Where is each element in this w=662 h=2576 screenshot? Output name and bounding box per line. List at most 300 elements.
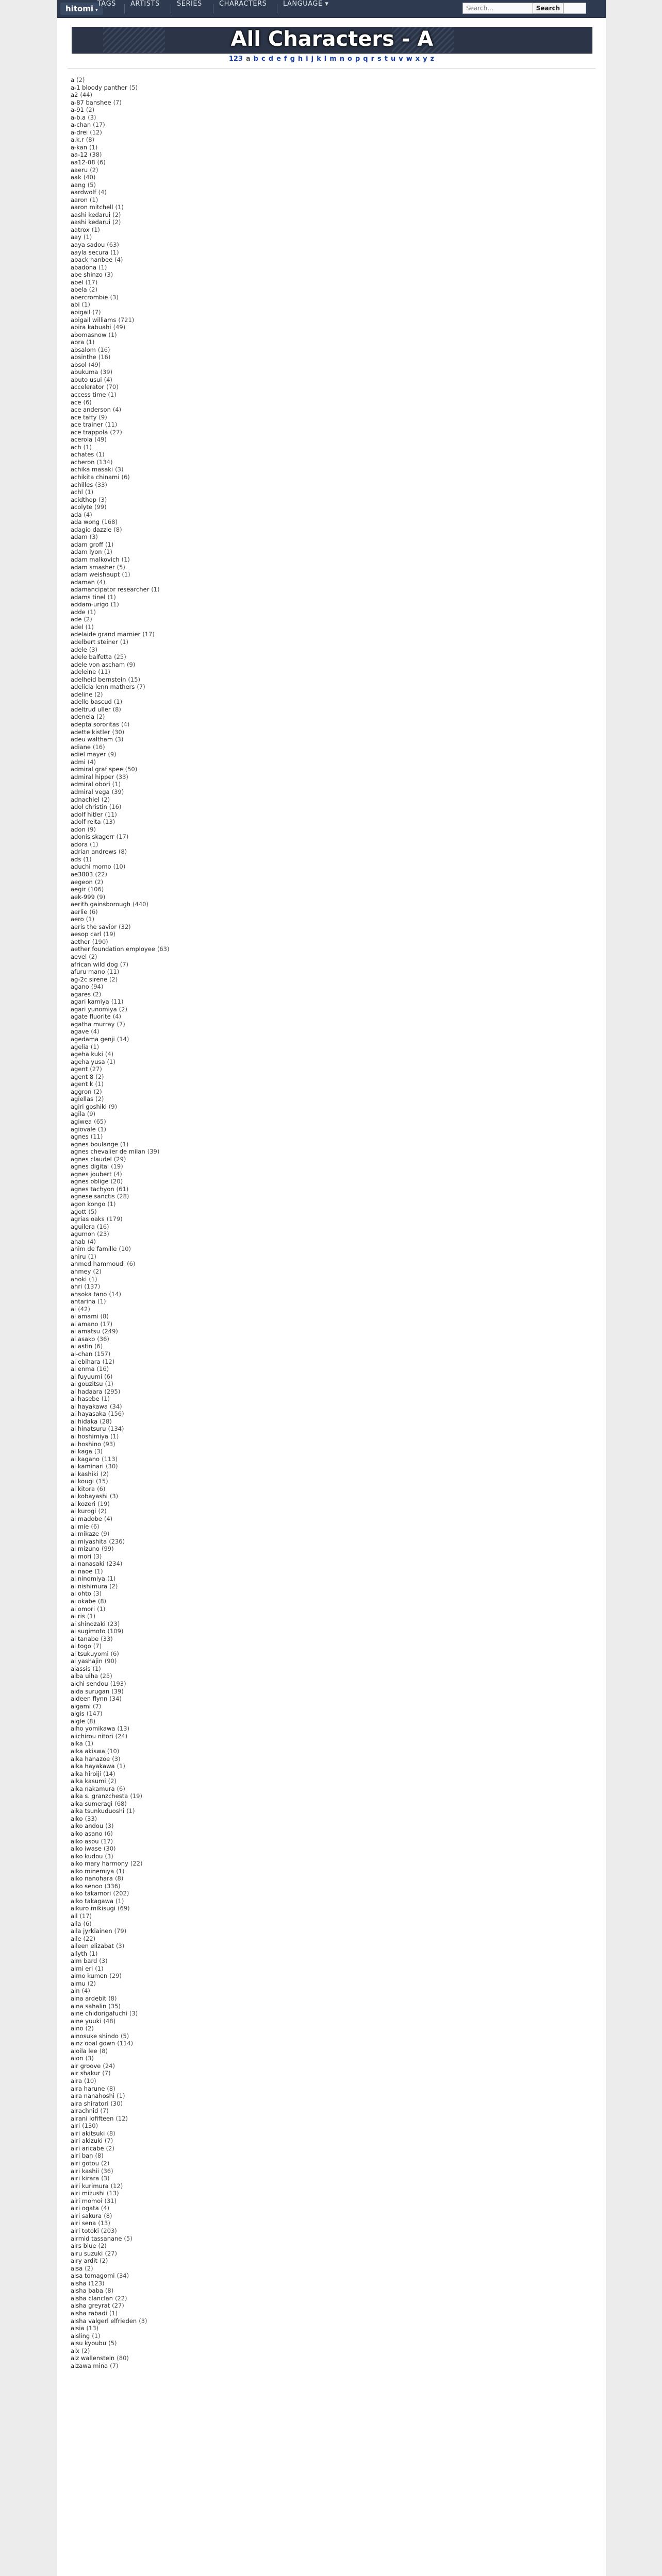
list-item[interactable] <box>71 2182 169 2190</box>
list-item[interactable] <box>71 481 169 489</box>
character-link[interactable]: adagio dazzle <box>71 526 112 533</box>
character-link[interactable]: airi akitsuki <box>71 2129 105 2137</box>
list-item[interactable] <box>71 841 169 849</box>
list-item[interactable] <box>71 533 169 541</box>
character-link[interactable]: ag-2c sirene <box>71 975 107 983</box>
character-link[interactable]: airi totoki <box>71 2227 99 2234</box>
character-link[interactable]: agares <box>71 990 91 998</box>
character-link[interactable]: aigami <box>71 1702 91 1710</box>
list-item[interactable] <box>71 901 169 908</box>
list-item[interactable] <box>71 706 169 714</box>
list-item[interactable] <box>71 1703 169 1710</box>
character-link[interactable]: aika hayakawa <box>71 1762 115 1770</box>
list-item[interactable] <box>71 683 169 691</box>
list-item[interactable] <box>71 2340 169 2347</box>
list-item[interactable] <box>71 2122 169 2130</box>
list-item[interactable] <box>71 1830 169 1838</box>
list-item[interactable] <box>71 953 169 961</box>
list-item[interactable] <box>71 878 169 886</box>
list-item[interactable] <box>71 1515 169 1523</box>
character-link[interactable]: ai hoshino <box>71 1440 102 1448</box>
character-link[interactable]: aideen flynn <box>71 1695 108 1703</box>
list-item[interactable] <box>71 368 169 376</box>
list-item[interactable] <box>71 264 169 272</box>
list-item[interactable] <box>71 788 169 796</box>
character-link[interactable]: ai nanasaki <box>71 1560 105 1568</box>
character-link[interactable]: airs blue <box>71 2242 96 2250</box>
list-item[interactable] <box>71 1433 169 1440</box>
list-item[interactable] <box>71 1762 169 1770</box>
character-link[interactable]: aisha clanclan <box>71 2294 113 2302</box>
character-link[interactable]: airi momoi <box>71 2197 103 2205</box>
character-link[interactable]: aether <box>71 938 90 945</box>
character-link[interactable]: a <box>71 76 75 83</box>
character-link[interactable]: airi ban <box>71 2152 93 2160</box>
character-link[interactable]: ai miyashita <box>71 1537 107 1545</box>
character-link[interactable]: aileen elizabat <box>71 1942 114 1950</box>
list-item[interactable] <box>71 1358 169 1366</box>
list-item[interactable] <box>71 2025 169 2032</box>
list-item[interactable] <box>71 1118 169 1126</box>
list-item[interactable] <box>71 2107 169 2115</box>
character-link[interactable]: agent <box>71 1065 88 1073</box>
list-item[interactable] <box>71 541 169 549</box>
list-item[interactable] <box>71 1493 169 1500</box>
list-item[interactable] <box>71 1822 169 1830</box>
list-item[interactable] <box>71 2354 169 2362</box>
character-link[interactable]: a-91 <box>71 106 84 114</box>
character-link[interactable]: ai kurogi <box>71 1507 96 1515</box>
character-link[interactable]: aichi sendou <box>71 1680 108 1688</box>
list-item[interactable] <box>71 991 169 998</box>
nav-series[interactable]: SERIES <box>177 0 202 8</box>
character-link[interactable]: addam-urigo <box>71 601 109 608</box>
list-item[interactable] <box>71 1080 169 1088</box>
character-link[interactable]: adrian andrews <box>71 848 117 856</box>
list-item[interactable] <box>71 1500 169 1508</box>
character-link[interactable]: a-87 banshee <box>71 98 111 106</box>
character-link[interactable]: aether foundation employee <box>71 945 155 953</box>
character-link[interactable]: airi mizushi <box>71 2190 105 2197</box>
list-item[interactable] <box>71 2227 169 2235</box>
character-link[interactable]: ahoki <box>71 1275 87 1283</box>
list-item[interactable] <box>71 848 169 856</box>
list-item[interactable] <box>71 1748 169 1755</box>
letter-link-j[interactable]: j <box>311 55 314 63</box>
character-link[interactable]: adora <box>71 840 88 848</box>
list-item[interactable] <box>71 1283 169 1291</box>
character-link[interactable]: aak <box>71 174 81 181</box>
character-link[interactable]: aiichirou nitori <box>71 1732 113 1740</box>
list-item[interactable] <box>71 2003 169 2010</box>
character-link[interactable]: aa-12 <box>71 151 88 159</box>
list-item[interactable] <box>71 1538 169 1546</box>
list-item[interactable] <box>71 144 169 151</box>
list-item[interactable] <box>71 361 169 369</box>
list-item[interactable] <box>71 1605 169 1613</box>
character-link[interactable]: aiko minemiya <box>71 1867 114 1875</box>
character-link[interactable]: aino <box>71 2025 84 2032</box>
list-item[interactable] <box>71 91 169 99</box>
character-link[interactable]: aaya sadou <box>71 241 105 249</box>
character-link[interactable]: aisha baba <box>71 2287 103 2295</box>
list-item[interactable] <box>71 594 169 601</box>
list-item[interactable] <box>71 249 169 257</box>
character-link[interactable]: ai tsukuyomi <box>71 1650 109 1657</box>
list-item[interactable] <box>71 646 169 654</box>
list-item[interactable] <box>71 2145 169 2153</box>
character-link[interactable]: airu suzuki <box>71 2249 103 2257</box>
letter-link-m[interactable]: m <box>329 55 337 63</box>
site-logo[interactable] <box>60 3 103 15</box>
character-link[interactable]: adam malkovich <box>71 556 120 563</box>
list-item[interactable] <box>71 1770 169 1778</box>
character-link[interactable]: aira <box>71 2077 82 2085</box>
character-link[interactable]: ahim de famille <box>71 1245 117 1253</box>
list-item[interactable] <box>71 1583 169 1590</box>
character-link[interactable]: ai mikaze <box>71 1530 99 1538</box>
character-link[interactable]: adam lyon <box>71 548 102 556</box>
list-item[interactable] <box>71 1665 169 1673</box>
list-item[interactable] <box>71 1380 169 1388</box>
list-item[interactable] <box>71 2055 169 2062</box>
character-link[interactable]: ai nishimura <box>71 1582 108 1590</box>
character-link[interactable]: aaeru <box>71 166 88 174</box>
list-item[interactable] <box>71 2152 169 2160</box>
character-link[interactable]: ai kozeri <box>71 1500 96 1507</box>
list-item[interactable] <box>71 908 169 916</box>
character-link[interactable]: adamancipator researcher <box>71 586 150 594</box>
character-link[interactable]: adepta sororitas <box>71 721 119 728</box>
character-link[interactable]: adelaide grand marnier <box>71 631 141 638</box>
list-item[interactable] <box>71 1777 169 1785</box>
character-link[interactable]: agnes joubert <box>71 1170 112 1178</box>
character-link[interactable]: ai kagano <box>71 1455 100 1463</box>
character-link[interactable]: ai kaminari <box>71 1463 104 1470</box>
character-link[interactable]: ai togo <box>71 1642 91 1650</box>
character-link[interactable]: ai hadaara <box>71 1387 103 1395</box>
list-item[interactable] <box>71 579 169 586</box>
character-link[interactable]: adenela <box>71 713 95 721</box>
list-item[interactable] <box>71 2130 169 2138</box>
character-link[interactable]: aevel <box>71 953 87 960</box>
character-link[interactable]: agila <box>71 1110 85 1118</box>
character-link[interactable]: adiel mayer <box>71 751 106 758</box>
character-link[interactable]: adeltrud uller <box>71 705 111 713</box>
list-item[interactable] <box>71 1695 169 1703</box>
character-link[interactable]: aisha <box>71 2279 87 2287</box>
character-link[interactable]: aiho yomikawa <box>71 1725 115 1733</box>
character-link[interactable]: ai kougi <box>71 1478 94 1485</box>
character-link[interactable]: ade <box>71 616 82 623</box>
list-item[interactable] <box>71 2295 169 2302</box>
character-link[interactable]: airi akizuki <box>71 2137 103 2145</box>
character-link[interactable]: aiba uiha <box>71 1672 98 1680</box>
list-item[interactable] <box>71 1178 169 1185</box>
list-item[interactable] <box>71 1448 169 1455</box>
list-item[interactable] <box>71 1995 169 2003</box>
list-item[interactable] <box>71 1920 169 1928</box>
list-item[interactable] <box>71 1388 169 1396</box>
list-item[interactable] <box>71 1650 169 1658</box>
character-link[interactable]: agave <box>71 1028 89 1036</box>
character-link[interactable]: ai enma <box>71 1365 95 1373</box>
character-link[interactable]: aeris the savior <box>71 923 117 930</box>
character-link[interactable]: aine chidorigafuchi <box>71 2010 127 2018</box>
character-link[interactable]: agrias oaks <box>71 1215 105 1223</box>
character-link[interactable]: ahiru <box>71 1252 86 1260</box>
list-item[interactable] <box>71 638 169 646</box>
character-link[interactable]: acolyte <box>71 503 92 511</box>
character-link[interactable]: african wild dog <box>71 960 118 968</box>
list-item[interactable] <box>71 1688 169 1696</box>
list-item[interactable] <box>71 2205 169 2212</box>
character-link[interactable]: access time <box>71 391 106 398</box>
list-item[interactable] <box>71 758 169 766</box>
list-item[interactable] <box>71 1628 169 1635</box>
list-item[interactable] <box>71 1230 169 1238</box>
character-link[interactable]: ahsoka tano <box>71 1290 107 1298</box>
list-item[interactable] <box>71 466 169 473</box>
character-link[interactable]: abigail <box>71 308 91 316</box>
letter-link-h[interactable]: h <box>297 55 303 63</box>
list-item[interactable] <box>71 930 169 938</box>
character-link[interactable]: ai gouzitsu <box>71 1380 103 1388</box>
list-item[interactable] <box>71 2010 169 2018</box>
list-item[interactable] <box>71 616 169 623</box>
character-link[interactable]: ace trappola <box>71 428 108 436</box>
character-link[interactable]: agnes digital <box>71 1163 109 1171</box>
character-link[interactable]: aerith gainsborough <box>71 901 131 908</box>
list-item[interactable] <box>71 2302 169 2310</box>
character-link[interactable]: ahmed hammoudi <box>71 1260 125 1268</box>
list-item[interactable] <box>71 496 169 504</box>
character-link[interactable]: abukuma <box>71 368 98 376</box>
list-item[interactable] <box>71 2219 169 2227</box>
list-item[interactable] <box>71 526 169 534</box>
list-item[interactable] <box>71 1185 169 1193</box>
list-item[interactable] <box>71 796 169 804</box>
character-link[interactable]: aisha greyrat <box>71 2302 110 2310</box>
character-link[interactable]: airi kurimura <box>71 2182 109 2190</box>
list-item[interactable] <box>71 151 169 159</box>
list-item[interactable] <box>71 1478 169 1485</box>
list-item[interactable] <box>71 1507 169 1515</box>
list-item[interactable] <box>71 1148 169 1156</box>
character-link[interactable]: aa12-08 <box>71 159 95 166</box>
list-item[interactable] <box>71 608 169 616</box>
character-link[interactable]: achikita chinami <box>71 473 120 481</box>
list-item[interactable] <box>71 863 169 871</box>
list-item[interactable] <box>71 166 169 174</box>
list-item[interactable] <box>71 76 169 84</box>
list-item[interactable] <box>71 998 169 1006</box>
character-link[interactable]: ace anderson <box>71 406 111 414</box>
list-item[interactable] <box>71 1710 169 1718</box>
list-item[interactable] <box>71 1343 169 1350</box>
list-item[interactable] <box>71 2265 169 2273</box>
list-item[interactable] <box>71 2032 169 2040</box>
character-link[interactable]: aile <box>71 1935 81 1942</box>
list-item[interactable] <box>71 421 169 429</box>
character-link[interactable]: agnes oblige <box>71 1178 109 1185</box>
list-item[interactable] <box>71 324 169 331</box>
character-link[interactable]: ai hinatsuru <box>71 1425 106 1433</box>
list-item[interactable] <box>71 2100 169 2108</box>
character-link[interactable]: ace <box>71 398 81 406</box>
list-item[interactable] <box>71 391 169 399</box>
character-link[interactable]: adelbert steiner <box>71 638 118 646</box>
character-link[interactable]: aiko nanohara <box>71 1875 113 1883</box>
character-link[interactable]: ai-chan <box>71 1350 93 1358</box>
letter-link-y[interactable]: y <box>423 55 427 63</box>
list-item[interactable] <box>71 1313 169 1320</box>
letter-link-x[interactable]: x <box>415 55 420 63</box>
list-item[interactable] <box>71 218 169 226</box>
list-item[interactable] <box>71 1065 169 1073</box>
list-item[interactable] <box>71 286 169 294</box>
letter-link-o[interactable]: o <box>347 55 352 63</box>
character-link[interactable]: aira shiratori <box>71 2099 109 2107</box>
list-item[interactable] <box>71 2212 169 2220</box>
list-item[interactable] <box>71 436 169 444</box>
list-item[interactable] <box>71 1860 169 1868</box>
character-link[interactable]: ageha kuki <box>71 1050 103 1058</box>
list-item[interactable] <box>71 376 169 384</box>
letter-link-k[interactable]: k <box>317 55 321 63</box>
letter-link-s[interactable]: s <box>377 55 382 63</box>
list-item[interactable] <box>71 818 169 826</box>
character-link[interactable]: ainosuke shindo <box>71 2032 119 2040</box>
list-item[interactable] <box>71 1036 169 1043</box>
character-link[interactable]: aix <box>71 2347 80 2354</box>
list-item[interactable] <box>71 2287 169 2295</box>
list-item[interactable] <box>71 2092 169 2100</box>
list-item[interactable] <box>71 961 169 969</box>
list-item[interactable] <box>71 1470 169 1478</box>
list-item[interactable] <box>71 2250 169 2258</box>
list-item[interactable] <box>71 2272 169 2280</box>
list-item[interactable] <box>71 1365 169 1373</box>
character-link[interactable]: accelerator <box>71 383 105 391</box>
list-item[interactable] <box>71 1642 169 1650</box>
character-link[interactable]: ai ris <box>71 1613 85 1620</box>
letter-link-c[interactable]: c <box>261 55 266 63</box>
character-link[interactable]: ai fuyuumi <box>71 1372 103 1380</box>
character-link[interactable]: aardwolf <box>71 189 96 196</box>
character-link[interactable]: agent 8 <box>71 1073 94 1080</box>
list-item[interactable] <box>71 2018 169 2025</box>
character-link[interactable]: aang <box>71 181 86 189</box>
character-link[interactable]: aika akiswa <box>71 1747 105 1755</box>
list-item[interactable] <box>71 1942 169 1950</box>
letter-link-t[interactable]: t <box>384 55 388 63</box>
character-link[interactable]: adnachiel <box>71 795 100 803</box>
search-button[interactable]: Search <box>533 3 564 14</box>
list-item[interactable] <box>71 1028 169 1036</box>
letter-link-q[interactable]: q <box>363 55 368 63</box>
character-link[interactable]: aika tsunkuduoshi <box>71 1807 125 1815</box>
list-item[interactable] <box>71 833 169 841</box>
list-item[interactable] <box>71 1680 169 1688</box>
list-item[interactable] <box>71 1965 169 1973</box>
list-item[interactable] <box>71 893 169 901</box>
character-link[interactable]: agedama genji <box>71 1036 115 1043</box>
character-link[interactable]: agon kongo <box>71 1200 106 1208</box>
character-link[interactable]: abomasnow <box>71 331 107 338</box>
list-item[interactable] <box>71 1868 169 1875</box>
character-link[interactable]: airachnid <box>71 2107 98 2115</box>
character-link[interactable]: aika sumeragi <box>71 1800 113 1807</box>
character-link[interactable]: ai kashiki <box>71 1470 98 1478</box>
list-item[interactable] <box>71 196 169 204</box>
character-link[interactable]: ada <box>71 511 82 518</box>
list-item[interactable] <box>71 204 169 211</box>
list-item[interactable] <box>71 698 169 706</box>
character-link[interactable]: ai hasebe <box>71 1395 100 1403</box>
character-link[interactable]: ae3803 <box>71 870 93 878</box>
list-item[interactable] <box>71 1807 169 1815</box>
list-item[interactable] <box>71 601 169 608</box>
character-link[interactable]: aika hanazoe <box>71 1755 110 1762</box>
letter-link-f[interactable]: f <box>284 55 287 63</box>
list-item[interactable] <box>71 1440 169 1448</box>
character-link[interactable]: adele balfetta <box>71 653 112 661</box>
list-item[interactable] <box>71 511 169 519</box>
character-link[interactable]: adam groff <box>71 540 103 548</box>
list-item[interactable] <box>71 503 169 511</box>
list-item[interactable] <box>71 2040 169 2047</box>
character-link[interactable]: a-kan <box>71 143 87 151</box>
character-link[interactable]: aimo kumen <box>71 1972 108 1980</box>
character-link[interactable]: aira nanahoshi <box>71 2092 115 2100</box>
character-link[interactable]: ai mori <box>71 1552 92 1560</box>
character-link[interactable]: agnes <box>71 1133 89 1141</box>
list-item[interactable] <box>71 2347 169 2355</box>
character-link[interactable]: airmid tassanane <box>71 2234 122 2242</box>
list-item[interactable] <box>71 1328 169 1335</box>
list-item[interactable] <box>71 331 169 339</box>
list-item[interactable] <box>71 1171 169 1178</box>
list-item[interactable] <box>71 1013 169 1021</box>
character-link[interactable]: a.k.r <box>71 136 84 144</box>
character-link[interactable]: adam smasher <box>71 563 115 571</box>
list-item[interactable] <box>71 1875 169 1883</box>
character-link[interactable]: airi gotou <box>71 2160 99 2167</box>
nav-tags[interactable]: TAGS <box>97 0 116 8</box>
character-link[interactable]: airi kirara <box>71 2175 100 2182</box>
character-link[interactable]: adams tinel <box>71 593 106 601</box>
character-link[interactable]: ai amano <box>71 1320 98 1328</box>
list-item[interactable] <box>71 106 169 114</box>
character-link[interactable]: admi <box>71 758 86 766</box>
list-item[interactable] <box>71 2167 169 2175</box>
character-link[interactable]: adolf hitler <box>71 810 103 818</box>
character-link[interactable]: aiassis <box>71 1665 91 1672</box>
list-item[interactable] <box>71 459 169 466</box>
list-item[interactable] <box>71 1613 169 1620</box>
list-item[interactable] <box>71 1718 169 1725</box>
list-item[interactable] <box>71 2362 169 2370</box>
character-link[interactable]: aika hiroiji <box>71 1770 101 1777</box>
list-item[interactable] <box>71 1276 169 1283</box>
character-link[interactable]: adel <box>71 623 84 631</box>
character-link[interactable]: agari kamiya <box>71 998 109 1006</box>
character-link[interactable]: ainz ooal gown <box>71 2040 115 2047</box>
list-item[interactable] <box>71 444 169 451</box>
list-item[interactable] <box>71 1635 169 1643</box>
list-item[interactable] <box>71 1208 169 1216</box>
